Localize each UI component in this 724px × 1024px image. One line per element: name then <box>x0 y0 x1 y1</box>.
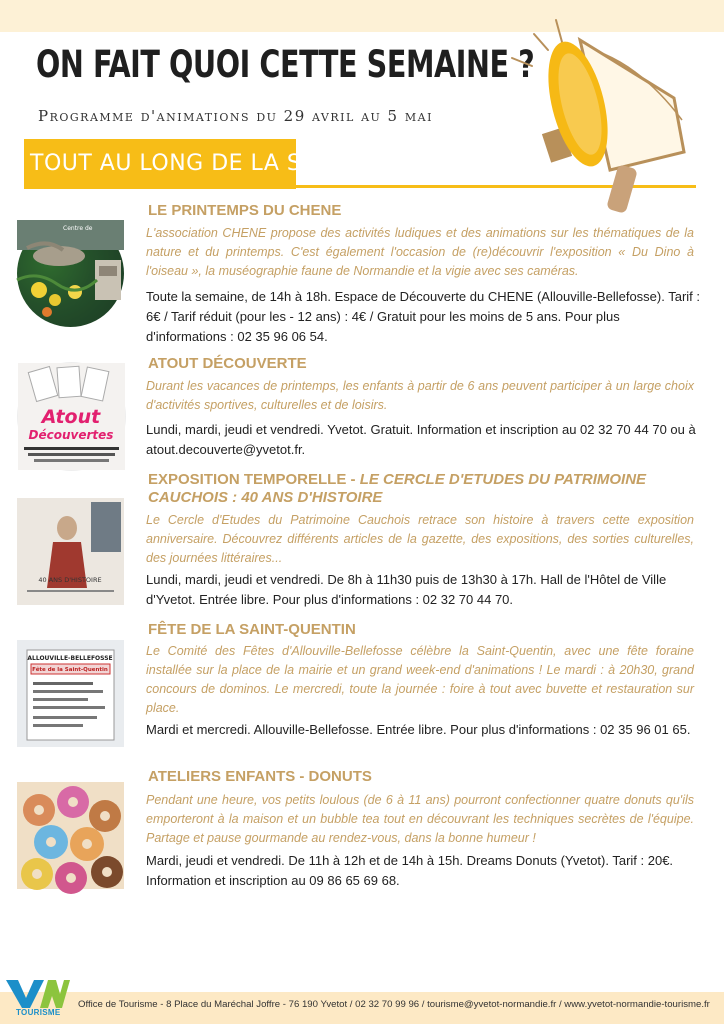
footer-contact: Office de Tourisme - 8 Place du Maréchal Joffre - 76 190 Yvetot / 02 32 70 99 96 / tourisme@yvetot-normandie.fr / www.yvetot-normandie-tourisme.fr <box>78 999 710 1010</box>
event-photo <box>17 220 124 327</box>
event-info: Lundi, mardi, jeudi et vendredi. De 8h à 11h30 puis de 13h30 à 17h. Hall de l'Hôtel de Ville d'Yvetot. Entrée libre. Pour plus d'informations : 02 32 70 44 70. <box>146 572 667 607</box>
event-photo <box>17 640 124 747</box>
logo-word: TOURISME <box>16 1008 61 1017</box>
section-banner: TOUT AU LONG DE LA SEMAINE <box>24 139 296 189</box>
event-info: Mardi et mercredi. Allouville-Bellefosse. Entrée libre. Pour plus d'informations : 02 35 96 01 65. <box>146 722 691 737</box>
page-title: ON FAIT QUOI CETTE SEMAINE ? <box>36 43 535 86</box>
event-photo <box>17 362 126 471</box>
atout-line2: Découvertes <box>28 428 114 442</box>
event-description: Le Cercle d'Etudes du Patrimoine Cauchois retrace son histoire à travers cette exposition anniversaire. Découvrez différents articles de la gazette, des expositions, des sorties culturelles, des journées littéraires... <box>146 513 694 565</box>
atout-decouverte-illustration <box>18 363 125 470</box>
chene-sign-text: Centre de <box>63 225 93 232</box>
cercle-caption: 40 ANS D'HISTOIRE <box>38 576 102 584</box>
event-title: ATELIERS ENFANTS - DONUTS <box>148 768 372 785</box>
event-title <box>148 471 700 507</box>
donuts-illustration <box>17 782 124 889</box>
poster-title: Fête de la Saint-Quentin <box>32 667 108 673</box>
event-photo <box>17 782 124 889</box>
atout-line1: Atout <box>41 406 101 428</box>
event-description: Pendant une heure, vos petits loulous (de 6 à 11 ans) pourront confectionner quatre donuts qu'ils emporteront à la maison et un bubble tea tout en découvrant les techniques secrètes de l'équipe. Partage et pause gourmande au rendez-vous, dans la bonne humeur ! <box>146 793 694 845</box>
event-title: ATOUT DÉCOUVERTE <box>148 355 307 372</box>
poster-town: ALLOUVILLE-BELLEFOSSE <box>27 655 113 662</box>
footer-bar <box>0 992 724 1024</box>
saint-quentin-poster <box>17 640 124 747</box>
event-info: Lundi, mardi, jeudi et vendredi. Yvetot. Gratuit. Information et inscription au 02 32 70 44 70 ou à atout.decouverte@yvetot.fr. <box>146 422 696 457</box>
event-info: Toute la semaine, de 14h à 18h. Espace de Découverte du CHENE (Allouville-Bellefosse). Tarif : 6€ / Tarif réduit (pour les - 12 ans) : 4€ / Gratuit pour les moins de 5 ans. Pour plus d'informations : 02 35 96 06 54. <box>146 289 700 344</box>
megaphone-icon <box>506 12 698 222</box>
event-description: Le Comité des Fêtes d'Allouville-Bellefosse célèbre la Saint-Quentin, avec une fête foraine installée sur la place de la mairie et un grand week-end d'animations ! Le mardi : à 20h30, grand concours de dominos. Le mercredi, toute la journée : foire à tout avec buvette et restauration sur place. <box>146 644 694 715</box>
event-title: FÊTE DE LA SAINT-QUENTIN <box>148 621 356 638</box>
page-subtitle: Programme d'animations du 29 avril au 5 mai <box>38 107 433 125</box>
event-title: LE PRINTEMPS DU CHENE <box>148 202 342 219</box>
event-description: L'association CHENE propose des activités ludiques et des animations sur les thématiques de la nature et du printemps. C'est également l'occasion de (re)découvrir l'exposition « Du Dino à l'oiseau », la muséographie faune de Normandie et la vigie avec ses caméras. <box>146 226 694 278</box>
event-photo <box>17 498 124 605</box>
event-title-italic: LE CERCLE D'ETUDES DU PATRIMOINE CAUCHOIS : 40 ANS D'HISTOIRE <box>148 471 647 506</box>
event-info: Mardi, jeudi et vendredi. De 11h à 12h et de 14h à 15h. Dreams Donuts (Yvetot). Tarif : 20€. Information et inscription au 09 86 65 69 68. <box>146 853 674 888</box>
chene-illustration <box>17 220 124 327</box>
event-description: Durant les vacances de printemps, les enfants à partir de 6 ans peuvent participer à un large choix d'activités sportives, culturelles et de loisirs. <box>146 379 694 412</box>
event-title-prefix: EXPOSITION TEMPORELLE - <box>148 471 360 488</box>
cercle-illustration <box>17 498 124 605</box>
